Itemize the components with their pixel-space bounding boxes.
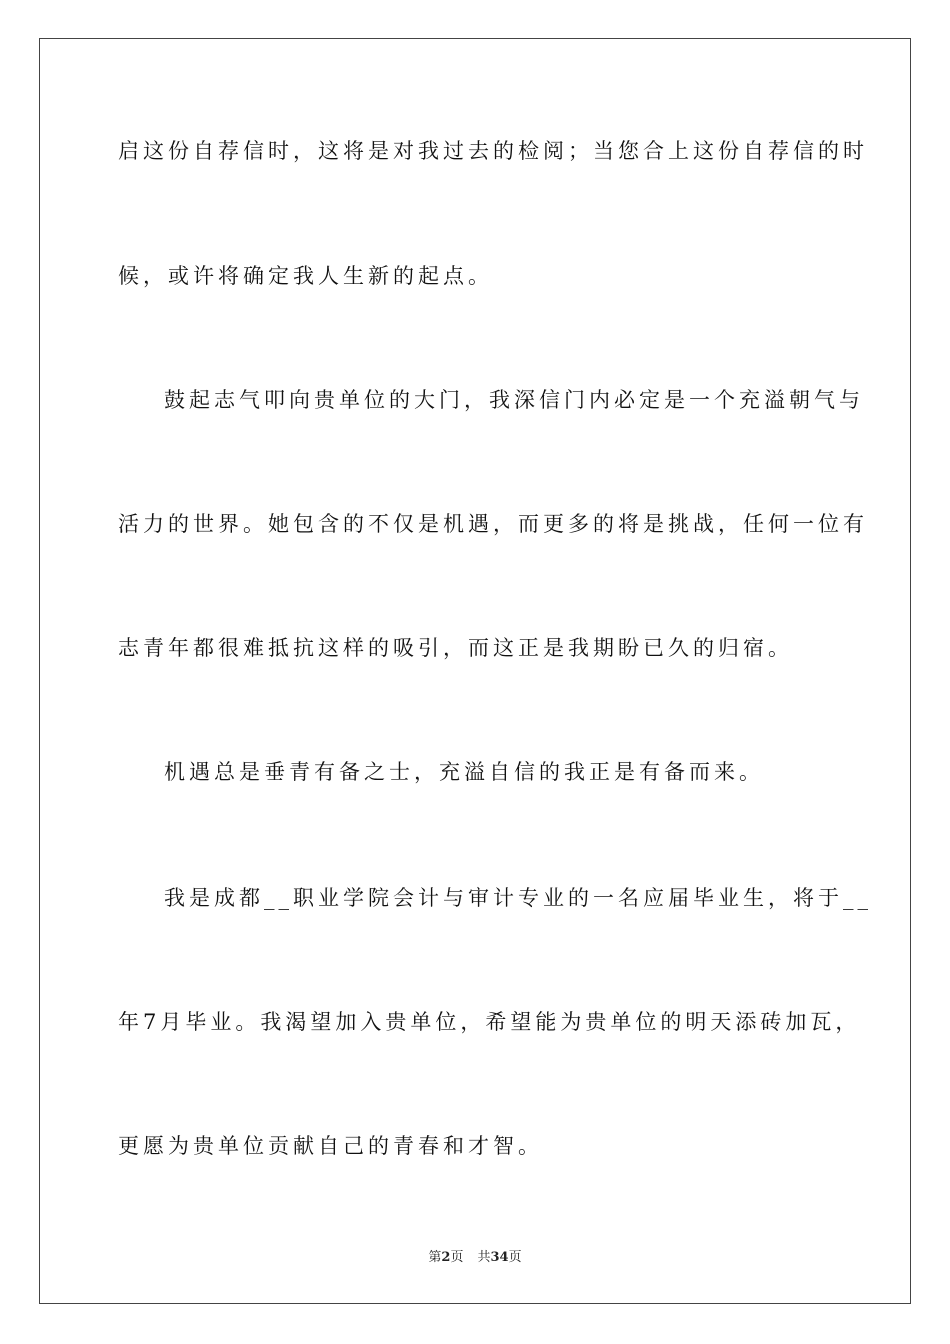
text-line-6: 机遇总是垂青有备之士，充溢自信的我正是有备而来。 (164, 760, 764, 784)
text-line-2: 候，或许将确定我人生新的起点。 (118, 264, 493, 288)
page-footer (0, 1246, 950, 1265)
footer-page-number: 2 (441, 1250, 451, 1265)
text-line-9: 更愿为贵单位贡献自己的青春和才智。 (118, 1134, 543, 1158)
text-line-4: 活力的世界。她包含的不仅是机遇，而更多的将是挑战，任何一位有 (118, 512, 868, 536)
footer-page-prefix: 第 (428, 1250, 442, 1265)
text-line-1: 启这份自荐信时，这将是对我过去的检阅；当您合上这份自荐信的时 (118, 139, 868, 163)
page-frame (39, 38, 911, 1304)
text-line-3: 鼓起志气叩向贵单位的大门，我深信门内必定是一个充溢朝气与 (164, 388, 864, 412)
text-line-5: 志青年都很难抵抗这样的吸引，而这正是我期盼已久的归宿。 (118, 636, 793, 660)
footer-total-pages: 34 (490, 1250, 509, 1265)
footer-total-suffix: 页 (508, 1250, 522, 1265)
footer-total-prefix: 共 (477, 1250, 491, 1265)
footer-page-suffix: 页 (450, 1250, 464, 1265)
text-line-7: 我是成都__职业学院会计与审计专业的一名应届毕业生，将于__ (164, 886, 872, 910)
text-line-8: 年7月毕业。我渴望加入贵单位，希望能为贵单位的明天添砖加瓦， (118, 1010, 861, 1034)
